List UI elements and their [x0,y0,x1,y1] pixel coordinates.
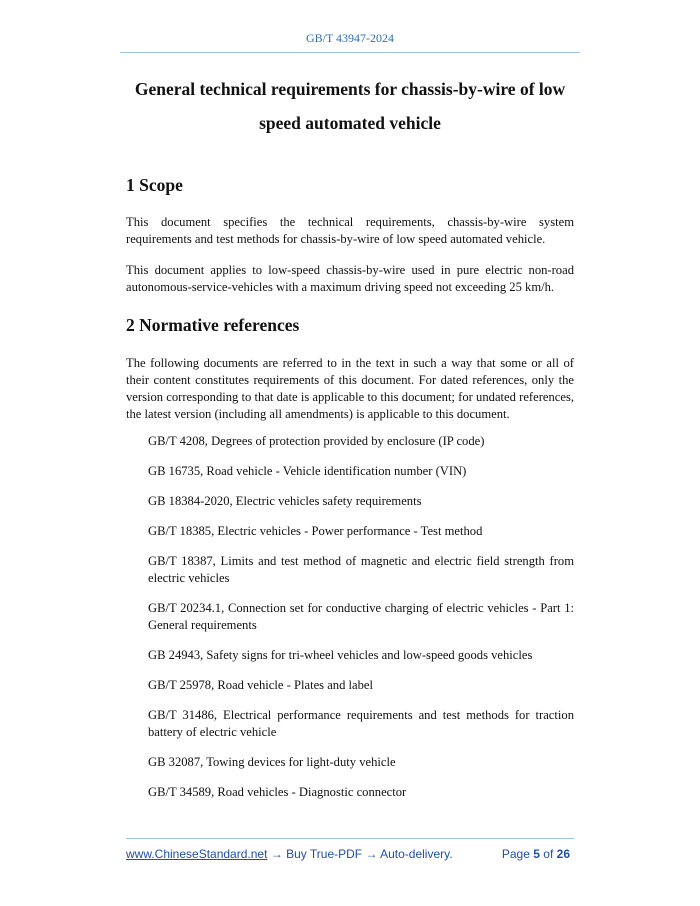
document-code: GB/T 43947-2024 [305,31,395,45]
section-heading-scope: 1 Scope [126,175,183,195]
page-indicator [502,847,570,861]
page-of-label: of [543,847,554,861]
normative-intro-paragraph: The following documents are referred to in the text in such a way that some or all of their content constitutes requirements of this document. For dated references, only the version corresponding to that date is applicable to this document; for undated references, the latest version (including all amendments) is applicable to this document. [126,356,574,421]
reference-item: GB/T 25978, Road vehicle - Plates and label [148,678,374,692]
reference-list [148,433,574,814]
chinesestandard-link[interactable]: www.ChineseStandard.net [126,847,268,861]
page-current: 5 [533,847,540,861]
reference-item: GB/T 4208, Degrees of protection provided by enclosure (IP code) [148,434,485,448]
footer-promo-text: → Buy True-PDF → Auto-delivery. [267,847,453,861]
reference-item: GB/T 18387, Limits and test method of magnetic and electric field strength from electric vehicles [148,554,574,585]
scope-paragraph-2: This document applies to low-speed chassis-by-wire used in pure electric non-road autonomous-service-vehicles with a maximum driving speed not exceeding 25 km/h. [126,263,574,294]
reference-item: GB 18384-2020, Electric vehicles safety requirements [148,494,422,508]
reference-item: GB/T 20234.1, Connection set for conductive charging of electric vehicles - Part 1: General requirements [148,601,574,632]
title-line-2: speed automated vehicle [259,113,441,133]
page-label: Page [501,847,530,861]
reference-item: GB 24943, Safety signs for tri-wheel vehicles and low-speed goods vehicles [148,648,533,662]
scope-paragraph-1: This document specifies the technical requirements, chassis-by-wire system requirements and test methods for chassis-by-wire of low speed automated vehicle. [126,215,574,246]
reference-item: GB/T 31486, Electrical performance requirements and test methods for traction battery of electric vehicle [148,708,574,739]
reference-item: GB 16735, Road vehicle - Vehicle identification number (VIN) [148,464,467,478]
reference-item: GB/T 18385, Electric vehicles - Power performance - Test method [148,524,483,538]
page-footer [126,847,574,861]
header-divider [120,52,580,53]
reference-item: GB/T 34589, Road vehicles - Diagnostic connector [148,785,407,799]
footer-divider [126,838,574,839]
title-line-1: General technical requirements for chassis-by-wire of low [134,79,566,99]
page-total: 26 [556,847,570,861]
document-title [110,72,590,140]
section-heading-normative-references: 2 Normative references [126,315,300,335]
reference-item: GB 32087, Towing devices for light-duty vehicle [148,755,396,769]
